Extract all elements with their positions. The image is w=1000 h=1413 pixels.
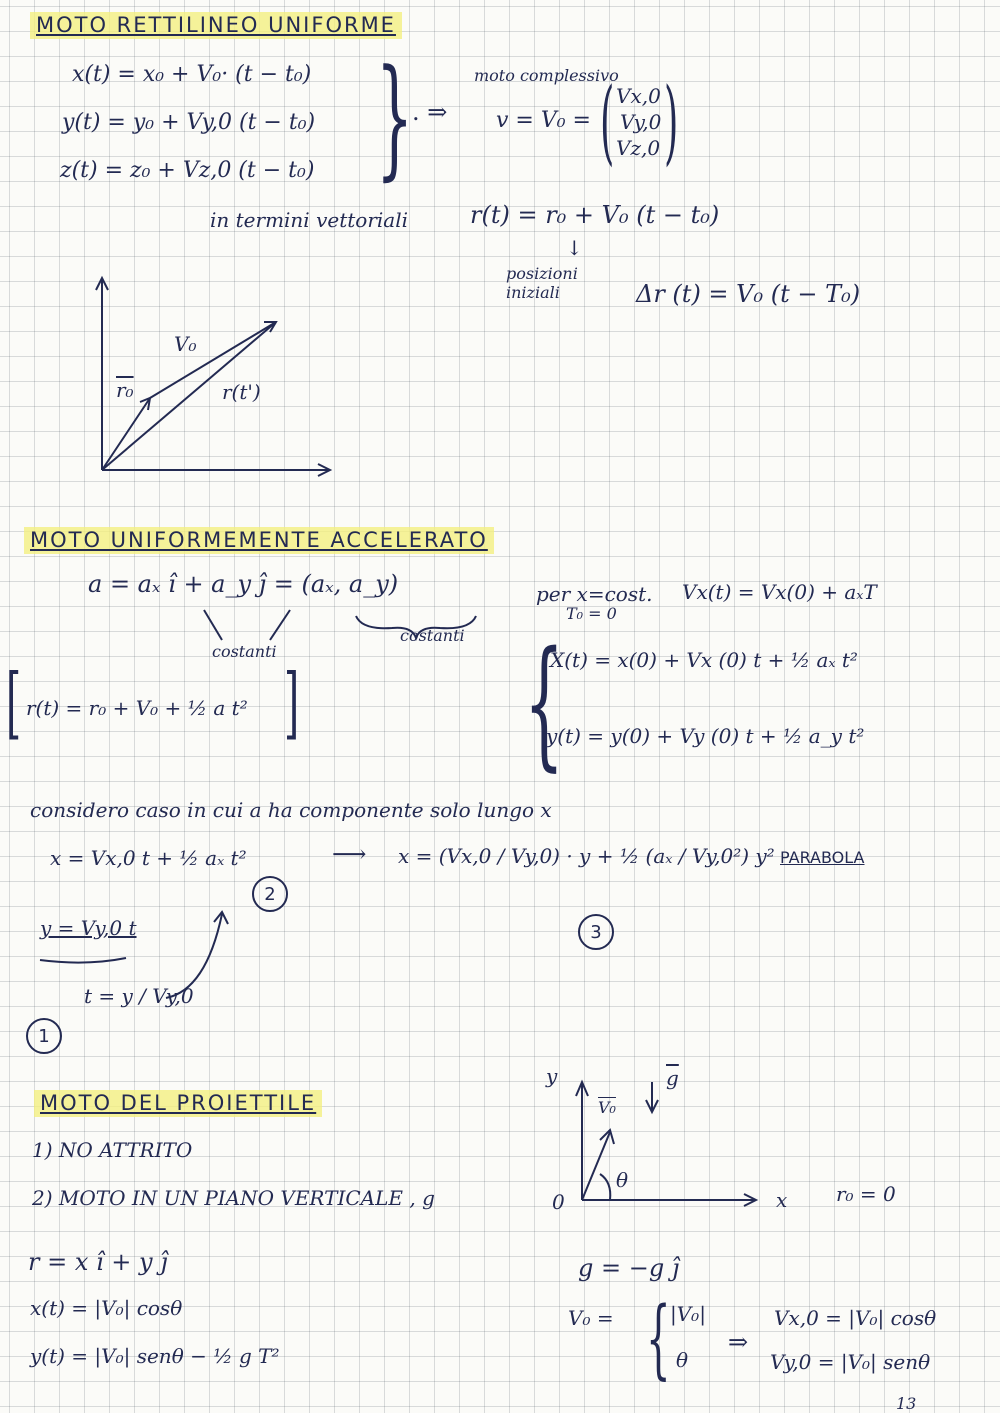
v0-def-brace: { [646, 1289, 671, 1389]
system-brace: } [376, 41, 414, 193]
projectile-origin: 0 [552, 1190, 565, 1214]
a-vector-eq: a = aₓ î + a_y ĵ = (aₓ, a_y) [88, 570, 399, 598]
v0-modulus: |V₀| [670, 1302, 706, 1326]
t0-zero-label: T₀ = 0 [566, 604, 617, 623]
x-accelerated-eq: X(t) = x(0) + Vx (0) t + ½ aₓ t² [550, 648, 858, 672]
matrix-vz0: Vz,0 [616, 136, 661, 160]
r-projectile-eq: r = x î + y ĵ [28, 1248, 168, 1276]
projectile-label-theta: θ [616, 1168, 629, 1192]
projectile-label-v0: V₀ [598, 1098, 616, 1117]
g-vector-eq: g = −g ĵ [578, 1254, 680, 1282]
projectile-label-g: $\overline{g}$ [666, 1066, 679, 1090]
vx0-eq: Vx,0 = |V₀| cosθ [774, 1306, 937, 1330]
in-termini-label: in termini vettoriali [210, 208, 408, 232]
circle-number-2: 2 [252, 876, 288, 912]
box-left-bracket: [ [6, 658, 22, 748]
xy-system-brace: { [524, 622, 565, 785]
v0-theta: θ [676, 1348, 689, 1372]
long-arrow: ⟶ [332, 840, 367, 868]
matrix-vx0: Vx,0 [616, 84, 661, 108]
per-x-cost-label: per x=cost. [536, 582, 653, 606]
vx-eq: Vx(t) = Vx(0) + aₓT [682, 580, 877, 604]
matrix-vy0: Vy,0 [620, 110, 662, 134]
eq-x-uniform: x(t) = x₀ + V₀· (t − t₀) [72, 62, 312, 87]
eq-y-uniform: y(t) = y₀ + Vy,0 (t − t₀) [62, 110, 316, 135]
y-eq-2: y = Vy,0 t [40, 916, 137, 940]
matrix-left-paren: ( [600, 68, 615, 175]
diagram-label-v0: V₀ [174, 332, 197, 356]
y-accelerated-eq: y(t) = y(0) + Vy (0) t + ½ a_y t² [546, 724, 865, 748]
item-no-attrito: 1) NO ATTRITO [32, 1138, 193, 1162]
circle-number-1: 1 [26, 1018, 62, 1054]
r-vector-eq: r(t) = r₀ + V₀ (t − t₀) [470, 201, 720, 229]
y-projectile-eq: y(t) = |V₀| senθ − ½ g T² [30, 1344, 280, 1368]
v-equals-v0: v = V₀ = [496, 108, 591, 133]
r-accelerated-eq: r(t) = r₀ + V₀ + ½ a t² [26, 696, 248, 720]
item-piano-verticale: 2) MOTO IN UN PIANO VERTICALE , g [32, 1186, 435, 1210]
heading-moto-accelerato: MOTO UNIFORMEMENTE ACCELERATO [24, 527, 494, 554]
projectile-axis-x: x [776, 1188, 788, 1212]
costanti-label-2: costanti [400, 626, 465, 645]
parabola-label: PARABOLA [780, 848, 865, 867]
implies-arrow-2: ⇒ [728, 1328, 749, 1356]
vy0-eq: Vy,0 = |V₀| senθ [770, 1350, 931, 1374]
box-right-bracket: ] [284, 658, 300, 748]
x-projectile-eq: x(t) = |V₀| cosθ [30, 1296, 183, 1320]
x-eq-2: x = Vx,0 t + ½ aₓ t² [50, 846, 247, 870]
projectile-diagram [560, 1066, 800, 1210]
delta-r-eq: Δr (t) = V₀ (t − T₀) [636, 280, 861, 308]
costanti-label-1: costanti [212, 642, 277, 661]
diagram-label-r0: r₀ [116, 378, 134, 402]
heading-moto-rettilineo: MOTO RETTILINEO UNIFORME [30, 12, 402, 39]
posizioni-iniziali-label: posizioni iniziali [506, 264, 578, 303]
r0-equals-zero: r₀ = 0 [836, 1182, 896, 1206]
circle-number-3: 3 [578, 914, 614, 950]
matrix-right-paren: ) [664, 68, 679, 175]
heading-moto-proiettile: MOTO DEL PROIETTILE [34, 1090, 322, 1117]
x-eq-3-parabola: x = (Vx,0 / Vy,0) · y + ½ (aₓ / Vy,0²) y² [398, 844, 775, 868]
page-number: 13 [896, 1394, 917, 1413]
v0-def-label: V₀ = [568, 1306, 614, 1330]
projectile-axis-y: y [546, 1064, 558, 1088]
considero-caso-text: considero caso in cui a ha componente solo lungo x [30, 798, 552, 822]
t-eq: t = y / Vy,0 [84, 984, 194, 1008]
moto-complessivo-label: moto complessivo [474, 66, 619, 85]
eq-z-uniform: z(t) = z₀ + Vz,0 (t − t₀) [60, 158, 315, 183]
down-arrow: ↓ [566, 236, 583, 260]
diagram-label-rt: r(t') [222, 380, 261, 404]
implies-arrow-1: . ⇒ [412, 98, 448, 126]
